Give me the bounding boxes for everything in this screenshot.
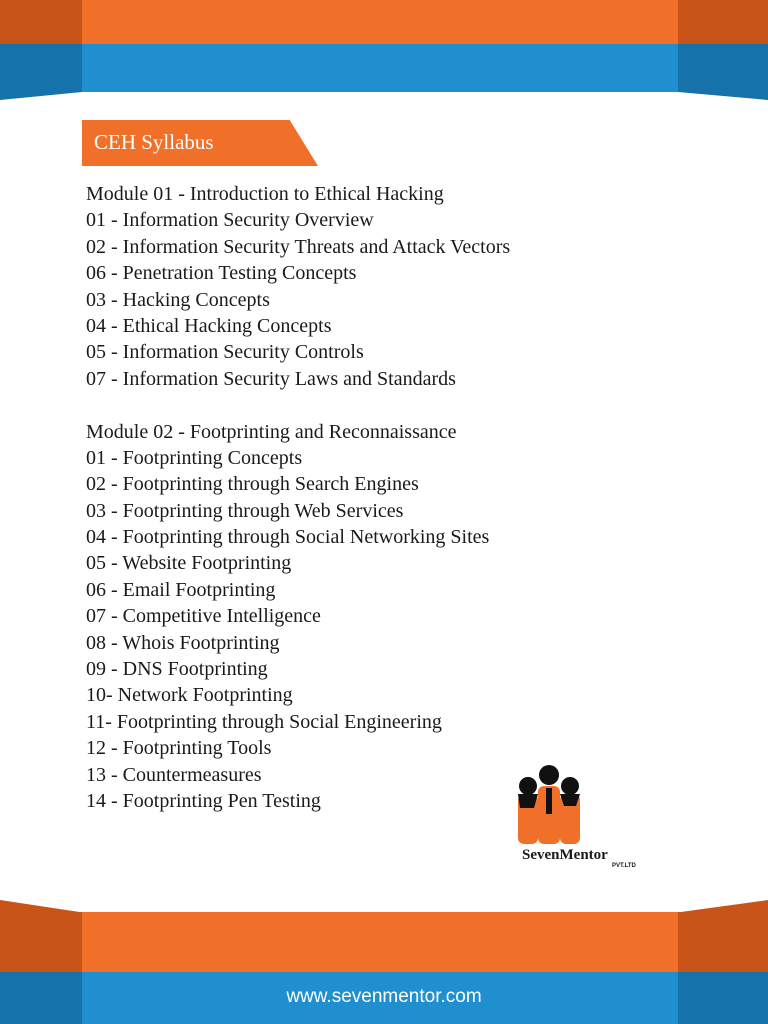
list-item: 07 - Information Security Laws and Standards — [86, 367, 456, 390]
list-item: 06 - Email Footprinting — [86, 578, 276, 601]
logo-suffix: PVT.LTD — [612, 863, 636, 869]
header-orange-band — [0, 0, 768, 44]
list-item: 06 - Penetration Testing Concepts — [86, 262, 357, 285]
list-item: 01 - Footprinting Concepts — [86, 446, 303, 469]
list-item: 05 - Information Security Controls — [86, 341, 364, 364]
page-title: CEH Syllabus — [94, 130, 214, 154]
website-link[interactable]: www.sevenmentor.com — [286, 986, 482, 1007]
list-item: 11- Footprinting through Social Engineering — [86, 710, 442, 733]
list-item: 02 - Footprinting through Search Engines — [86, 473, 419, 496]
list-item: 07 - Competitive Intelligence — [86, 605, 321, 628]
list-item: 04 - Footprinting through Social Networking Sites — [86, 526, 490, 549]
list-item: 12 - Footprinting Tools — [86, 737, 272, 760]
module-heading: Module 01 - Introduction to Ethical Hacking — [86, 183, 444, 205]
module-heading: Module 02 - Footprinting and Reconnaissance — [86, 420, 457, 443]
footer-orange-band — [0, 912, 768, 972]
header-blue-band — [0, 44, 768, 92]
list-item: 04 - Ethical Hacking Concepts — [86, 314, 332, 337]
list-item: 13 - Countermeasures — [86, 763, 262, 786]
list-item: 01 - Information Security Overview — [86, 209, 374, 232]
list-item: 14 - Footprinting Pen Testing — [86, 789, 321, 812]
list-item: 10- Network Footprinting — [86, 684, 293, 707]
list-item: 09 - DNS Footprinting — [86, 658, 268, 681]
list-item: 03 - Footprinting through Web Services — [86, 499, 404, 522]
syllabus-content — [86, 181, 510, 814]
list-item: 08 - Whois Footprinting — [86, 631, 280, 654]
logo-name: SevenMentor — [522, 847, 608, 863]
list-item: 05 - Website Footprinting — [86, 552, 292, 575]
section-gap — [86, 392, 510, 418]
list-item: 03 - Hacking Concepts — [86, 288, 270, 311]
list-item: 02 - Information Security Threats and Attack Vectors — [86, 235, 511, 258]
